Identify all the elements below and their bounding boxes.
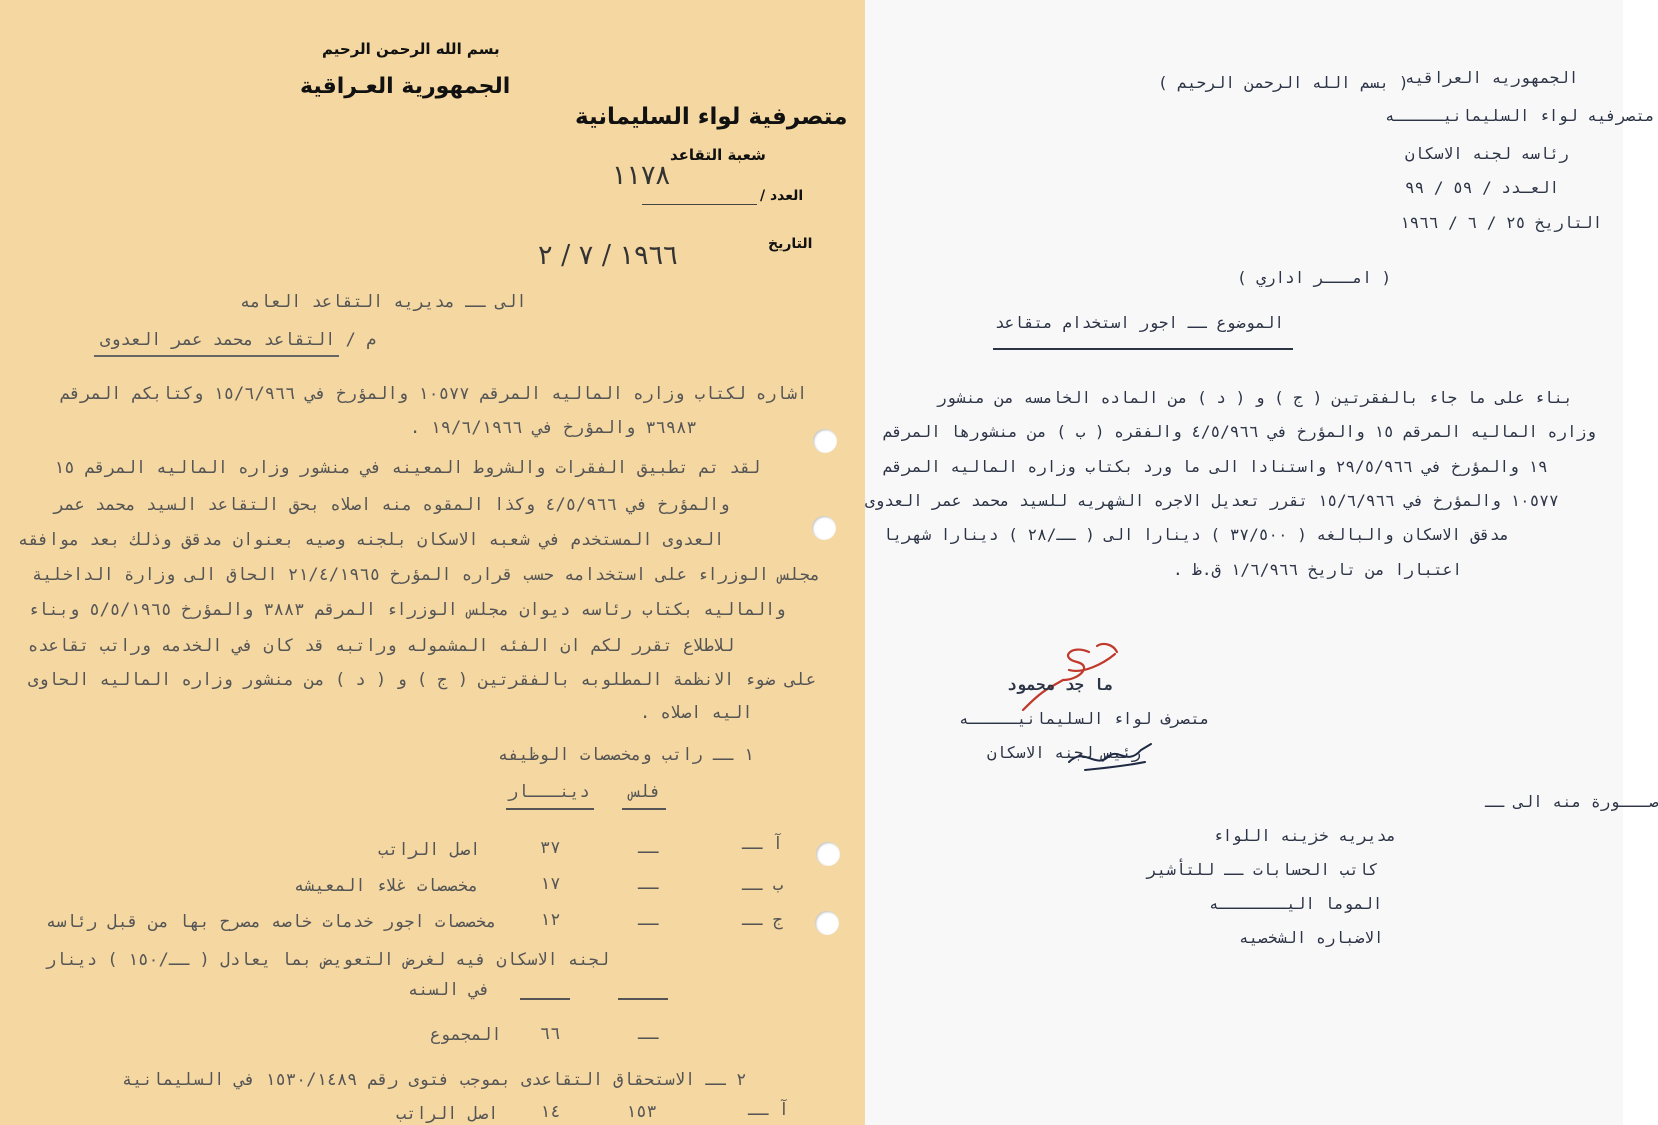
total-dinar: ٦٦ <box>540 1024 561 1044</box>
row-dinar: ١٢ <box>540 910 561 930</box>
punch-hole <box>816 842 840 866</box>
right-date-line: التاريخ ٢٥ / ٦ / ١٩٦٦ <box>1400 213 1603 232</box>
row-fils: ١٥٣ <box>626 1102 657 1122</box>
row-dinar: ١٧ <box>540 874 561 894</box>
right-basmala: ( بسم الله الرحمن الرحيم ) <box>1158 73 1409 92</box>
right-subject: الموضوع ــ اجور استخدام متقاعد <box>995 313 1284 332</box>
left-body-line: اليه اصلاه . <box>640 703 753 723</box>
signatory-name: ما جد محمود <box>1007 675 1113 694</box>
right-body-line: مدقق الاسكان والبالغه ( ٣٧/٥٠٠ ) دينارا الى ( ــ/٢٨ ) دينارا شهريا <box>883 525 1510 544</box>
row-marker: آ ــ <box>742 834 783 854</box>
recipient-item: كاتب الحسابات ــ للتأشير <box>1147 860 1379 879</box>
right-document <box>865 0 1658 1125</box>
punch-hole <box>815 911 839 935</box>
row-dinar: ٣٧ <box>540 838 561 858</box>
left-office-heading: متصرفية لواء السليمانية <box>575 104 848 130</box>
copy-to-label: صـــورة منه الى ــ <box>1485 792 1658 811</box>
left-date-value: ١٩٦٦ / ٧ / ٢ <box>538 240 678 271</box>
signatory-title: متصرف لواء السليمانيـــــه <box>959 709 1210 728</box>
right-republic: الجمهوريه العراقيه <box>1405 68 1579 87</box>
row-label: مخصصات غلاء المعيشه <box>294 876 479 896</box>
right-subject-underline <box>993 348 1293 350</box>
right-number-line: العـدد / ٥٩ / ٩٩ <box>1405 178 1560 197</box>
row-fils: ــ <box>638 838 659 858</box>
left-basmala: بسم الله الرحمن الرحيم <box>322 40 500 58</box>
salary-heading: ١ ــ راتب ومخصصات الوظيفه <box>498 745 754 765</box>
total-label: المجموع <box>430 1025 502 1045</box>
right-committee: رئاسه لجنه الاسكان <box>1405 144 1569 163</box>
col-fils-underline <box>622 808 666 810</box>
total-fils-rule <box>618 998 668 1000</box>
row-fils: ــ <box>638 874 659 894</box>
left-number-label: العدد / <box>760 188 804 204</box>
right-body-line: ١٩ والمؤرخ في ٢٩/٥/٩٦٦ واستنادا الى ما ورد بكتاب وزاره الماليه المرقم <box>883 457 1548 476</box>
right-office: متصرفيه لواء السليمانيـــــه <box>1385 106 1655 125</box>
punch-hole <box>813 429 837 453</box>
left-body-line: لقد تم تطبيق الفقرات والشروط المعينه في منشور وزاره الماليه المرقم ١٥ <box>54 458 761 478</box>
row3-continuation-2: في السنه <box>408 980 490 1000</box>
col-dinar-underline <box>506 808 594 810</box>
row-label: اصل الراتب <box>378 840 481 860</box>
entitlement-note: ٢ ــ الاستحقاق التقاعدى بموجب فتوى رقم ١٥٣٠/١٤٨٩ في السليمانية <box>122 1070 747 1090</box>
col-dinar-header: دينـــار <box>508 782 590 802</box>
row-label: مخصصات اجور خدمات خاصه مصرح بها من قبل رئاسه <box>46 912 497 932</box>
row-marker: ج ــ <box>742 910 783 930</box>
left-subject-underline <box>94 355 339 357</box>
col-fils-header: فلس <box>630 782 661 802</box>
punch-hole <box>812 516 836 540</box>
right-body-line: اعتبارا من تاريخ ١/٦/٩٦٦ ق.ظ . <box>1173 560 1462 579</box>
left-body-line: للاطلاع تقرر لكم ان الفئه المشموله وراتبه قد كان في الخدمه وراتب تقاعده <box>28 636 735 656</box>
left-republic-heading: الجمهورية العـراقية <box>300 74 511 99</box>
left-body-line: والمؤرخ في ٤/٥/٩٦٦ وكذا المقوه منه اصلاه بحق التقاعد السيد محمد عمر <box>54 495 730 515</box>
left-to-line: الى ــ مديريه التقاعد العامه <box>240 292 527 312</box>
left-body-line: ٣٦٩٨٣ والمؤرخ في ١٩/٦/١٩٦٦ . <box>410 418 697 438</box>
right-body-line: وزاره الماليه المرقم ١٥ والمؤرخ في ٤/٥/٩٦٦ والفقره ( ب ) من منشورها المرقم <box>883 422 1596 441</box>
left-number-handwritten: ١١٧٨ <box>612 160 671 191</box>
left-subject: م / التقاعد محمد عمر العدوى <box>100 330 377 350</box>
left-body-line: والماليه بكتاب رئاسه ديوان مجلس الوزراء المرقم ٣٨٨٣ والمؤرخ ٥/٥/١٩٦٥ وبناء <box>28 600 786 620</box>
left-body-line: مجلس الوزراء على استخدامه حسب قراره المؤرخ ٢١/٤/١٩٦٥ الحاق الى وزارة الداخلية <box>32 565 821 585</box>
row3-continuation: لجنه الاسكان فيه لغرض التعويض بما يعادل ( ــ/١٥٠ ) دينار <box>46 950 609 970</box>
signatory-committee: رئيس لجنه الاسكان <box>987 743 1142 762</box>
left-body-line: اشاره لكتاب وزاره الماليه المرقم ١٠٥٧٧ والمؤرخ في ١٥/٦/٩٦٦ وكتابكم المرقم <box>60 384 808 404</box>
admin-order: ( امـــر اداري ) <box>1237 268 1392 287</box>
row-dinar: ١٤ <box>540 1102 561 1122</box>
recipient-item: الموما اليـــــــه <box>1209 894 1383 913</box>
recipient-item: الاضباره الشخصيه <box>1239 928 1384 947</box>
total-dinar-rule <box>520 998 570 1000</box>
left-body-line: على ضوء الانظمة المطلوبه بالفقرتين ( ج ) و ( د ) من منشور وزاره الماليه الحاوى <box>28 670 817 690</box>
row-marker: آ ــ <box>748 1100 789 1120</box>
row-label: اصل الراتب <box>396 1104 499 1124</box>
navy-initials <box>1065 740 1155 780</box>
total-fils: ــ <box>638 1024 659 1044</box>
recipient-item: مديريه خزينه اللواء <box>1213 826 1397 845</box>
right-body-line: ١٠٥٧٧ والمؤرخ في ١٥/٦/٩٦٦ تقرر تعديل الاجره الشهريه للسيد محمد عمر العدوى <box>865 491 1559 510</box>
right-body-line: بناء على ما جاء بالفقرتين ( ج ) و ( د ) من الماده الخامسه من منشور <box>937 388 1573 407</box>
left-date-label: التاريخ <box>768 236 813 252</box>
row-fils: ــ <box>638 910 659 930</box>
row-marker: ب ــ <box>742 875 783 895</box>
left-section-heading: شعبة التقاعد <box>670 146 766 164</box>
left-number-underline <box>642 204 757 205</box>
left-body-line: العدوى المستخدم في شعبه الاسكان بلجنه وصيه بعنوان مدقق وذلك بعد موافقه <box>18 530 725 550</box>
